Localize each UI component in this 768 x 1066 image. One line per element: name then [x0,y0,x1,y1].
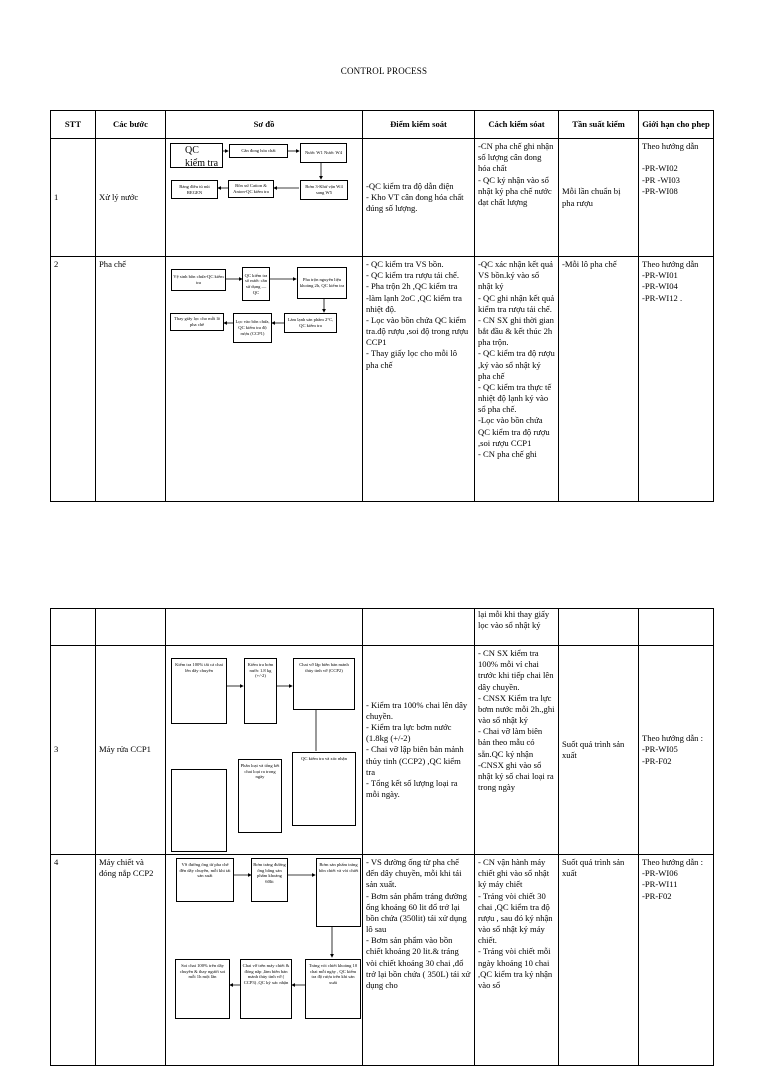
row-limit: Theo hướng dẫn : -PR-WI06 -PR-WI11 -PR-F02 [639,855,714,1066]
diagram-box: Tráng vòi chiết khoảng 10 chai mỗi ngày , QC kiểm tra độ rượu trên khi sản xuất [305,959,361,1019]
diagram-box: Pha trộn nguyên liệu khoảng 2h, QC kiểm tra [297,267,347,299]
row-control-method: lại mỗi khi thay giấy lọc vào sổ nhật ký [475,609,559,646]
header-control-method: Cách kiểm sóat [475,111,559,139]
row-stt [51,609,96,646]
diagram-box: Chai vỡ trên máy chiết & đóng nắp ,làm biên bản mảnh thủy tinh vỡ ( CCP3) ,QC ký xác nhận [240,959,292,1019]
table-row [51,139,714,257]
header-control-point: Điểm kiểm soát [363,111,475,139]
table-row [51,855,714,1066]
row-control-point: - Kiểm tra 100% chai lên dây chuyền. - Kiểm tra lực bơm nước (1.8kg (+/-2) - Chai vỡ lập biên bản mảnh thủy tinh (CCP2) ,QC kiểm tra - Tổng kết số lượng loại ra mỗi ngày. [363,646,475,855]
row-control-method: -QC xác nhận kết quả VS bồn.ký vào sổ nhật ký - QC ghi nhận kết quả kiểm tra rượu tái chế. - CN SX ghi thời gian bắt đầu & kết thúc 2h pha trộn. - QC kiểm tra độ rượu ,ký vào sổ nhật ký pha chế - QC kiểm tra thực tế nhiệt độ lạnh ký vào sổ pha chế. -Lọc vào bồn chứa QC kiểm tra độ rượu ,soi rượu CCP1 - CN pha chế ghi [475,257,559,502]
row-stt: 3 [51,646,96,855]
row-control-method: - CN SX kiểm tra 100% mỗi vỉ chai trước khi tiếp chai lên dây chuyền. - CNSX Kiểm tra lực bơm nước mỗi 2h.,ghi vào sổ nhật ký - Chai vỡ làm biên bản theo mẫu có sẵn.QC ký nhận -CNSX ghi vào sổ nhật ký số chai loại ra trong ngày [475,646,559,855]
diagram-box: Bơm tráng đường ống bằng sản phẩm khoảng 60lit [251,858,288,902]
row-control-point: - VS đường ống từ pha chế đến dây chuyền, mỗi khi tái sản xuất. - Bơm sản phẩm tráng đường ống khoảng 60 lit đổ trở lại bồn chứa (350lit) tái xử dụng lô sau - Bơm sản phẩm vào bồn chiết khoảng 20 lit.& tráng vòi chiết khoảng 30 chai ,đổ trở lại bồn chứa ( 350L) tái xử dụng cho [363,855,475,1066]
page-separator [0,560,768,572]
document-title: CONTROL PROCESS [340,66,428,76]
row-diagram [166,139,363,257]
row-diagram [166,646,363,855]
row-frequency: Suốt quá trình sản xuất [559,855,639,1066]
diagram-box: VS đường ống từ pha chế đến dây chuyền, mỗi khi tái sản xuất [176,858,234,902]
diagram-box: Bảng điều tú nút REGEN [171,180,218,199]
diagram-box: Bồn xử Cation & Anion-QC kiểm tra [228,180,274,198]
table-row [51,646,714,855]
row-stt: 4 [51,855,96,1066]
header-frequency: Tần suất kiểm [559,111,639,139]
row-stt: 2 [51,257,96,502]
diagram-box: Vệ sinh bồn chứa-QC kiểm tra [171,269,226,291]
row-step: Pha chế [96,257,166,502]
diagram-box: Bơm sản phẩm tráng bồn chiết và vòi chiết [316,858,361,927]
diagram-box: Cân đong hóa chất [229,144,288,158]
diagram-box: QC kiểm tra số nước cần sử dụng —QC [242,267,270,301]
row-frequency: -Mỗi lô pha chế [559,257,639,502]
diagram-box: Làm lạnh sản phẩm 2°C, QC kiểm tra [284,313,337,333]
row-diagram [166,257,363,502]
row-step [96,609,166,646]
diagram-box: Lọc vào bồn chứa, QC kiểm tra độ rượu (CCP1) [233,313,272,343]
row-control-point [363,609,475,646]
row-frequency [559,609,639,646]
row-diagram [166,609,363,646]
diagram-box: QC kiểm tra [170,143,223,168]
diagram-box: Phân loại và tổng kết chai loại ra trong ngày [238,759,282,833]
header-steps: Các bước [96,111,166,139]
diagram-box: Bơm 3-Khử vận W4 sang W5 [300,180,348,200]
row-step: Máy chiết và đóng nắp CCP2 [96,855,166,1066]
table-header-row [51,111,714,139]
row-control-point: -QC kiểm tra độ dẫn điện - Kho VT cân đong hóa chất đúng số lượng. [363,139,475,257]
header-limit: Giới hạn cho phep [639,111,714,139]
control-table-page-2 [50,608,714,1066]
row-step: Máy rửa CCP1 [96,646,166,855]
header-diagram: Sơ đồ [166,111,363,139]
control-table-page-1 [50,110,714,502]
diagram-box: Kiểm tra bơm nước 1.8 kg (+/-2) [244,658,277,724]
row-step: Xử lý nước [96,139,166,257]
row-control-method: - CN vận hành máy chiết ghi vào sổ nhật ký máy chiết - Tráng vòi chiết 30 chai ,QC kiểm tra độ rượu , sau đó ký nhận vào sổ nhật ký máy chiết. - Tráng vòi chiết mỗi ngày khoảng 10 chai ,QC kiểm tra ký nhận vào sổ [475,855,559,1066]
row-limit: Theo hướng dẫn -PR-WI01 -PR-WI04 -PR-WI12 . [639,257,714,502]
row-stt: 1 [51,139,96,257]
row-limit: Theo hướng dẫn : -PR-WI05 -PR-F02 [639,646,714,855]
table-row [51,257,714,502]
header-stt: STT [51,111,96,139]
row-control-method: -CN pha chế ghi nhận số lượng cân đong hóa chất - QC ký nhận vào sổ nhật ký pha chế nước đạt chất lượng [475,139,559,257]
diagram-box: QC kiểm tra và xác nhận [292,752,356,826]
diagram-box: Chai vỡ lập biên bản mảnh thủy tinh vỡ (CCP2) [293,658,355,710]
table-row-continuation [51,609,714,646]
diagram-box: Soi chai 100% trên dây chuyền & thay người soi mỗi 1h một lần [175,959,230,1019]
row-frequency: Mỗi lần chuẩn bị pha rượu [559,139,639,257]
row-control-point: - QC kiểm tra VS bồn. - QC kiểm tra rượu tái chế. - Pha trộn 2h ,QC kiểm tra -làm lạnh 2oC ,QC kiểm tra nhiệt độ. - Lọc vào bồn chứa QC kiểm tra.độ rượu ,soi độ trong rượu CCP1 - Thay giấy lọc cho mỗi lô pha chế [363,257,475,502]
row-limit [639,609,714,646]
document-page-2 [0,572,768,1024]
row-diagram [166,855,363,1066]
diagram-box [171,769,227,852]
diagram-box: Kiểm tra 100% tất cả chai lên dây chuyền [171,658,227,724]
diagram-box: Thay giấy lọc cho mỗi lô pha chế [170,313,224,331]
row-limit: Theo hướng dẫn -PR-WI02 -PR -WI03 -PR-WI08 [639,139,714,257]
row-frequency: Suốt quá trình sản xuất [559,646,639,855]
diagram-box: Nước W1 Nước W4 [300,143,347,163]
